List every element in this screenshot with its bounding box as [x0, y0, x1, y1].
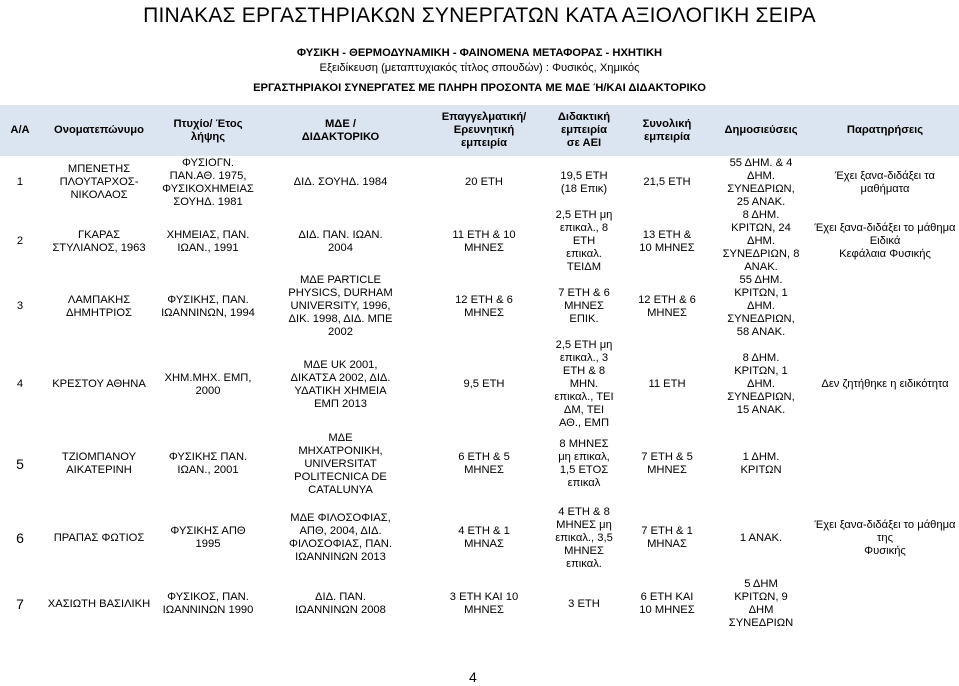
cell-teaching-experience: 3 ΕΤΗ [568, 597, 600, 610]
table-row [0, 430, 959, 498]
table-row [0, 274, 959, 339]
cell-remarks: Έχει ξανα-διδάξει το μάθημα της Φυσικής [814, 518, 956, 557]
table-header-row [0, 105, 959, 156]
cell-professional-experience: 12 ΕΤΗ & 6 ΜΗΝΕΣ [455, 293, 513, 319]
cell-professional-experience: 4 ΕΤΗ & 1 ΜΗΝΑΣ [458, 525, 510, 550]
cell-msc-phd: ΜΔΕ PARTICLE PHYSICS, DURHAM UNIVERSITY, 1996, ΔΙΚ. 1998, ΔΙΔ. ΜΠΕ 2002 [288, 274, 393, 338]
cell-remarks [811, 578, 959, 630]
cell-remarks [811, 274, 959, 339]
cell-teaching-experience: 2,5 ΕΤΗ μη επικαλ., 8 ΕΤΗ επικαλ. ΤΕΙΔΜ [555, 209, 613, 273]
cell-name: ΠΡΑΠΑΣ ΦΩΤΙΟΣ [53, 531, 145, 544]
cell-msc-phd: ΔΙΔ. ΠΑΝ. ΙΩΑΝ. 2004 [298, 228, 383, 254]
cell-remarks: Έχει ξανα-διδάξει τα μαθήματα [835, 169, 935, 195]
cell-professional-experience: 6 ΕΤΗ & 5 ΜΗΝΕΣ [458, 451, 510, 476]
section-heading: ΕΡΓΑΣΤΗΡΙΑΚΟΙ ΣΥΝΕΡΓΑΤΕΣ ΜΕ ΠΛΗΡΗ ΠΡΟΣΟΝΤΑ ΜΕ ΜΔΕ Ή/ΚΑΙ ΔΙΔΑΚΤΟΡΙΚΟ [253, 82, 706, 94]
cell-aa: 7 [16, 595, 24, 612]
cell-total-experience: 7 ΕΤΗ & 5 ΜΗΝΕΣ [641, 451, 693, 476]
cell-msc-phd: ΜΔΕ ΜΗΧΑΤΡΟΝΙΚΗ, UNIVERSITAT POLITECNICA DE CATALUNYA [294, 431, 387, 496]
cell-teaching-experience: 2,5 ΕΤΗ μη επικαλ., 3 ΕΤΗ & 8 ΜΗΝ. επικαλ., ΤΕΙ ΔΜ, ΤΕΙ ΑΘ., ΕΜΠ [554, 339, 614, 429]
cell-publications: 1 ΔΗΜ. ΚΡΙΤΩΝ [740, 451, 782, 476]
cell-name: ΛΑΜΠΑΚΗΣ ΔΗΜΗΤΡΙΟΣ [66, 293, 132, 319]
cell-degree: ΦΥΣΙΟΓΝ. ΠΑΝ.ΑΘ. 1975, ΦΥΣΙΚΟΧΗΜΕΙΑΣ ΣΟΥΗΔ. 1981 [162, 156, 254, 208]
subject-heading: ΦΥΣΙΚΗ - ΘΕΡΜΟΔΥΝΑΜΙΚΗ - ΦΑΙΝΟΜΕΝΑ ΜΕΤΑΦΟΡΑΣ - ΗΧΗΤΙΚΗ [296, 47, 663, 59]
cell-total-experience: 11 ΕΤΗ [648, 378, 686, 390]
header-total-experience: Συνολική εμπειρία [642, 117, 692, 143]
cell-remarks: Έχει ξανα-διδάξει το μάθημα Ειδικά Κεφάλαια Φυσικής [814, 222, 956, 260]
cell-professional-experience: 3 ΕΤΗ ΚΑΙ 10 ΜΗΝΕΣ [449, 591, 519, 616]
cell-teaching-experience: 8 ΜΗΝΕΣ μη επικαλ, 1,5 ΕΤΟΣ επικαλ [558, 438, 610, 489]
cell-publications: 55 ΔΗΜ. ΚΡΙΤΩΝ, 1 ΔΗΜ. ΣΥΝΕΔΡΙΩΝ, 58 ΑΝΑΚ. [727, 274, 795, 338]
cell-name: ΤΖΙΟΜΠΑΝΟΥ ΑΙΚΑΤΕΡΙΝΗ [61, 451, 137, 476]
cell-total-experience: 12 ΕΤΗ & 6 ΜΗΝΕΣ [638, 293, 696, 319]
header-professional-experience: Επαγγελματική/ Ερευνητική εμπειρία [441, 111, 527, 149]
cell-aa: 6 [16, 529, 24, 546]
cell-name: ΜΠΕΝΕΤΗΣ ΠΛΟΥΤΑΡΧΟΣ- ΝΙΚΟΛΑΟΣ [59, 163, 139, 201]
cell-aa: 5 [16, 455, 24, 472]
cell-name: ΚΡΕΣΤΟΥ ΑΘΗΝΑ [52, 378, 146, 390]
cell-professional-experience: 11 ΕΤΗ & 10 ΜΗΝΕΣ [452, 228, 516, 254]
cell-aa: 2 [16, 235, 24, 247]
header-name: Ονοματεπώνυμο [54, 124, 144, 136]
header-remarks: Παρατηρήσεις [846, 124, 924, 136]
cell-degree: ΦΥΣΙΚΗΣ, ΠΑΝ. ΙΩΑΝΝΙΝΩΝ, 1994 [161, 293, 255, 319]
header-teaching-experience: Διδακτική εμπειρία σε ΑΕΙ [557, 111, 611, 149]
table-row [0, 498, 959, 578]
cell-msc-phd: ΔΙΔ. ΣΟΥΗΔ. 1984 [293, 176, 388, 188]
page-number: 4 [469, 669, 477, 685]
header-degree: Πτυχίο/ Έτος λήψης [173, 117, 243, 143]
specialization-line: Εξειδίκευση (μεταπτυχιακός τίτλος σπουδών) : Φυσικός, Χημικός [319, 62, 640, 74]
cell-total-experience: 21,5 ΕΤΗ [643, 176, 691, 188]
cell-degree: ΧΗΜ.ΜΗΧ. ΕΜΠ, 2000 [164, 371, 252, 397]
cell-teaching-experience: 4 ΕΤΗ & 8 ΜΗΝΕΣ μη επικαλ., 3,5 ΜΗΝΕΣ επικαλ. [555, 505, 613, 570]
table-row [0, 156, 959, 209]
cell-degree: ΦΥΣΙΚΗΣ ΠΑΝ. ΙΩΑΝ., 2001 [168, 451, 248, 476]
cell-aa: 3 [16, 300, 24, 312]
cell-total-experience: 6 ΕΤΗ ΚΑΙ 10 ΜΗΝΕΣ [639, 591, 695, 616]
cell-professional-experience: 9,5 ΕΤΗ [463, 378, 505, 390]
cell-msc-phd: ΔΙΔ. ΠΑΝ. ΙΩΑΝΝΙΝΩΝ 2008 [295, 591, 386, 616]
cell-remarks [811, 430, 959, 498]
table-row [0, 339, 959, 430]
cell-publications: 8 ΔΗΜ. ΚΡΙΤΩΝ, 24 ΔΗΜ. ΣΥΝΕΔΡΙΩΝ, 8 ΑΝΑΚ. [722, 209, 800, 273]
cell-aa: 4 [16, 378, 24, 390]
cell-name: ΧΑΣΙΩΤΗ ΒΑΣΙΛΙΚΗ [47, 597, 151, 610]
cell-teaching-experience: 7 ΕΤΗ & 6 ΜΗΝΕΣ ΕΠΙΚ. [558, 287, 610, 325]
cell-degree: ΦΥΣΙΚΟΣ, ΠΑΝ. ΙΩΑΝΝΙΝΩΝ 1990 [162, 591, 254, 616]
document-title: ΠΙΝΑΚΑΣ ΕΡΓΑΣΤΗΡΙΑΚΩΝ ΣΥΝΕΡΓΑΤΩΝ ΚΑΤΑ ΑΞΙΟΛΟΓΙΚΗ ΣΕΙΡΑ [143, 4, 816, 27]
cell-publications: 1 ΑΝΑΚ. [739, 531, 783, 544]
table-row [0, 209, 959, 274]
cell-total-experience: 13 ΕΤΗ & 10 ΜΗΝΕΣ [639, 228, 695, 254]
cell-publications: 8 ΔΗΜ. ΚΡΙΤΩΝ, 1 ΔΗΜ. ΣΥΝΕΔΡΙΩΝ, 15 ΑΝΑΚ. [727, 352, 795, 416]
collaborators-table [0, 105, 959, 630]
cell-publications: 55 ΔΗΜ. & 4 ΔΗΜ. ΣΥΝΕΔΡΙΩΝ, 25 ΑΝΑΚ. [727, 156, 795, 208]
cell-professional-experience: 20 ΕΤΗ [465, 176, 503, 188]
cell-remarks: Δεν ζητήθηκε η ειδικότητα [821, 378, 949, 390]
cell-aa: 1 [16, 176, 24, 188]
cell-name: ΓΚΑΡΑΣ ΣΤΥΛΙΑΝΟΣ, 1963 [52, 228, 146, 254]
cell-total-experience: 7 ΕΤΗ & 1 ΜΗΝΑΣ [641, 525, 693, 550]
header-publications: Δημοσιεύσεις [724, 124, 798, 136]
header-aa: Α/Α [10, 124, 30, 136]
cell-msc-phd: ΜΔΕ ΦΙΛΟΣΟΦΙΑΣ, ΑΠΘ, 2004, ΔΙΔ. ΦΙΛΟΣΟΦΙΑΣ, ΠΑΝ. ΙΩΑΝΝΙΝΩΝ 2013 [289, 512, 392, 563]
cell-publications: 5 ΔΗΜ ΚΡΙΤΩΝ, 9 ΔΗΜ ΣΥΝΕΔΡΙΩΝ [728, 578, 794, 629]
cell-degree: ΦΥΣΙΚΗΣ ΑΠΘ 1995 [170, 525, 246, 550]
cell-msc-phd: ΜΔΕ UK 2001, ΔΙΚΑΤΣΑ 2002, ΔΙΔ. ΥΔΑΤΙΚΗ ΧΗΜΕΙΑ ΕΜΠ 2013 [290, 358, 391, 410]
table-row [0, 578, 959, 630]
cell-degree: ΧΗΜΕΙΑΣ, ΠΑΝ. ΙΩΑΝ., 1991 [166, 228, 250, 254]
cell-teaching-experience: 19,5 ΕΤΗ (18 Επικ) [560, 169, 608, 195]
header-msc-phd: ΜΔΕ / ΔΙΔΑΚΤΟΡΙΚΟ [301, 117, 380, 143]
